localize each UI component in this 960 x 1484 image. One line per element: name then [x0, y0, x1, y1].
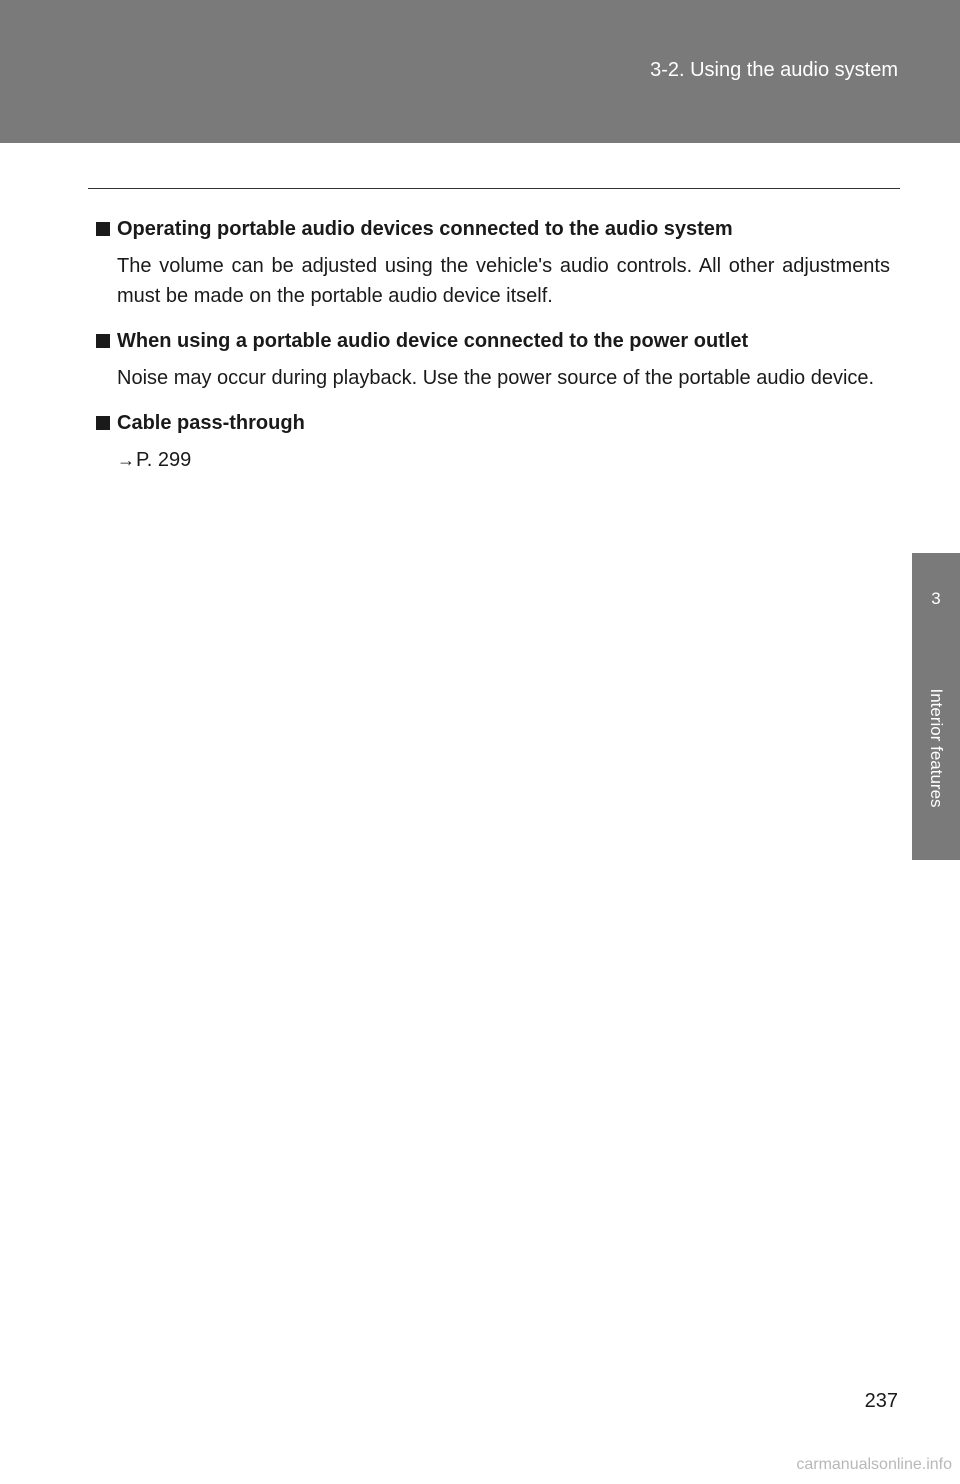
bullet-square-icon — [96, 416, 110, 430]
header-divider — [88, 188, 900, 189]
section-heading-text: Cable pass-through — [117, 412, 305, 434]
chapter-side-tab[interactable] — [912, 553, 960, 860]
page-number: 237 — [864, 1390, 898, 1412]
header-band — [0, 0, 960, 143]
section-heading — [96, 213, 890, 245]
bullet-square-icon — [96, 222, 110, 236]
section-heading-text: Operating portable audio devices connected to the audio system — [117, 218, 733, 240]
section-heading — [96, 407, 890, 439]
section-heading — [96, 325, 890, 357]
bullet-square-icon — [96, 334, 110, 348]
page-reference-link[interactable] — [117, 445, 890, 475]
page-reference-text: P. 299 — [136, 449, 192, 471]
watermark: carmanualsonline.info — [796, 1456, 952, 1473]
right-arrow-icon: → — [117, 450, 135, 470]
chapter-label: Interior features — [927, 688, 946, 808]
page-content — [96, 213, 890, 475]
section-body: The volume can be adjusted using the vehicle's audio controls. All other adjustments must be made on the portable audio device itself. — [117, 255, 890, 307]
section-heading-text: When using a portable audio device connected to the power outlet — [117, 330, 749, 352]
chapter-number: 3 — [931, 589, 941, 608]
header-section-title: 3-2. Using the audio system — [650, 59, 898, 81]
section-body: Noise may occur during playback. Use the power source of the portable audio device. — [117, 367, 875, 389]
